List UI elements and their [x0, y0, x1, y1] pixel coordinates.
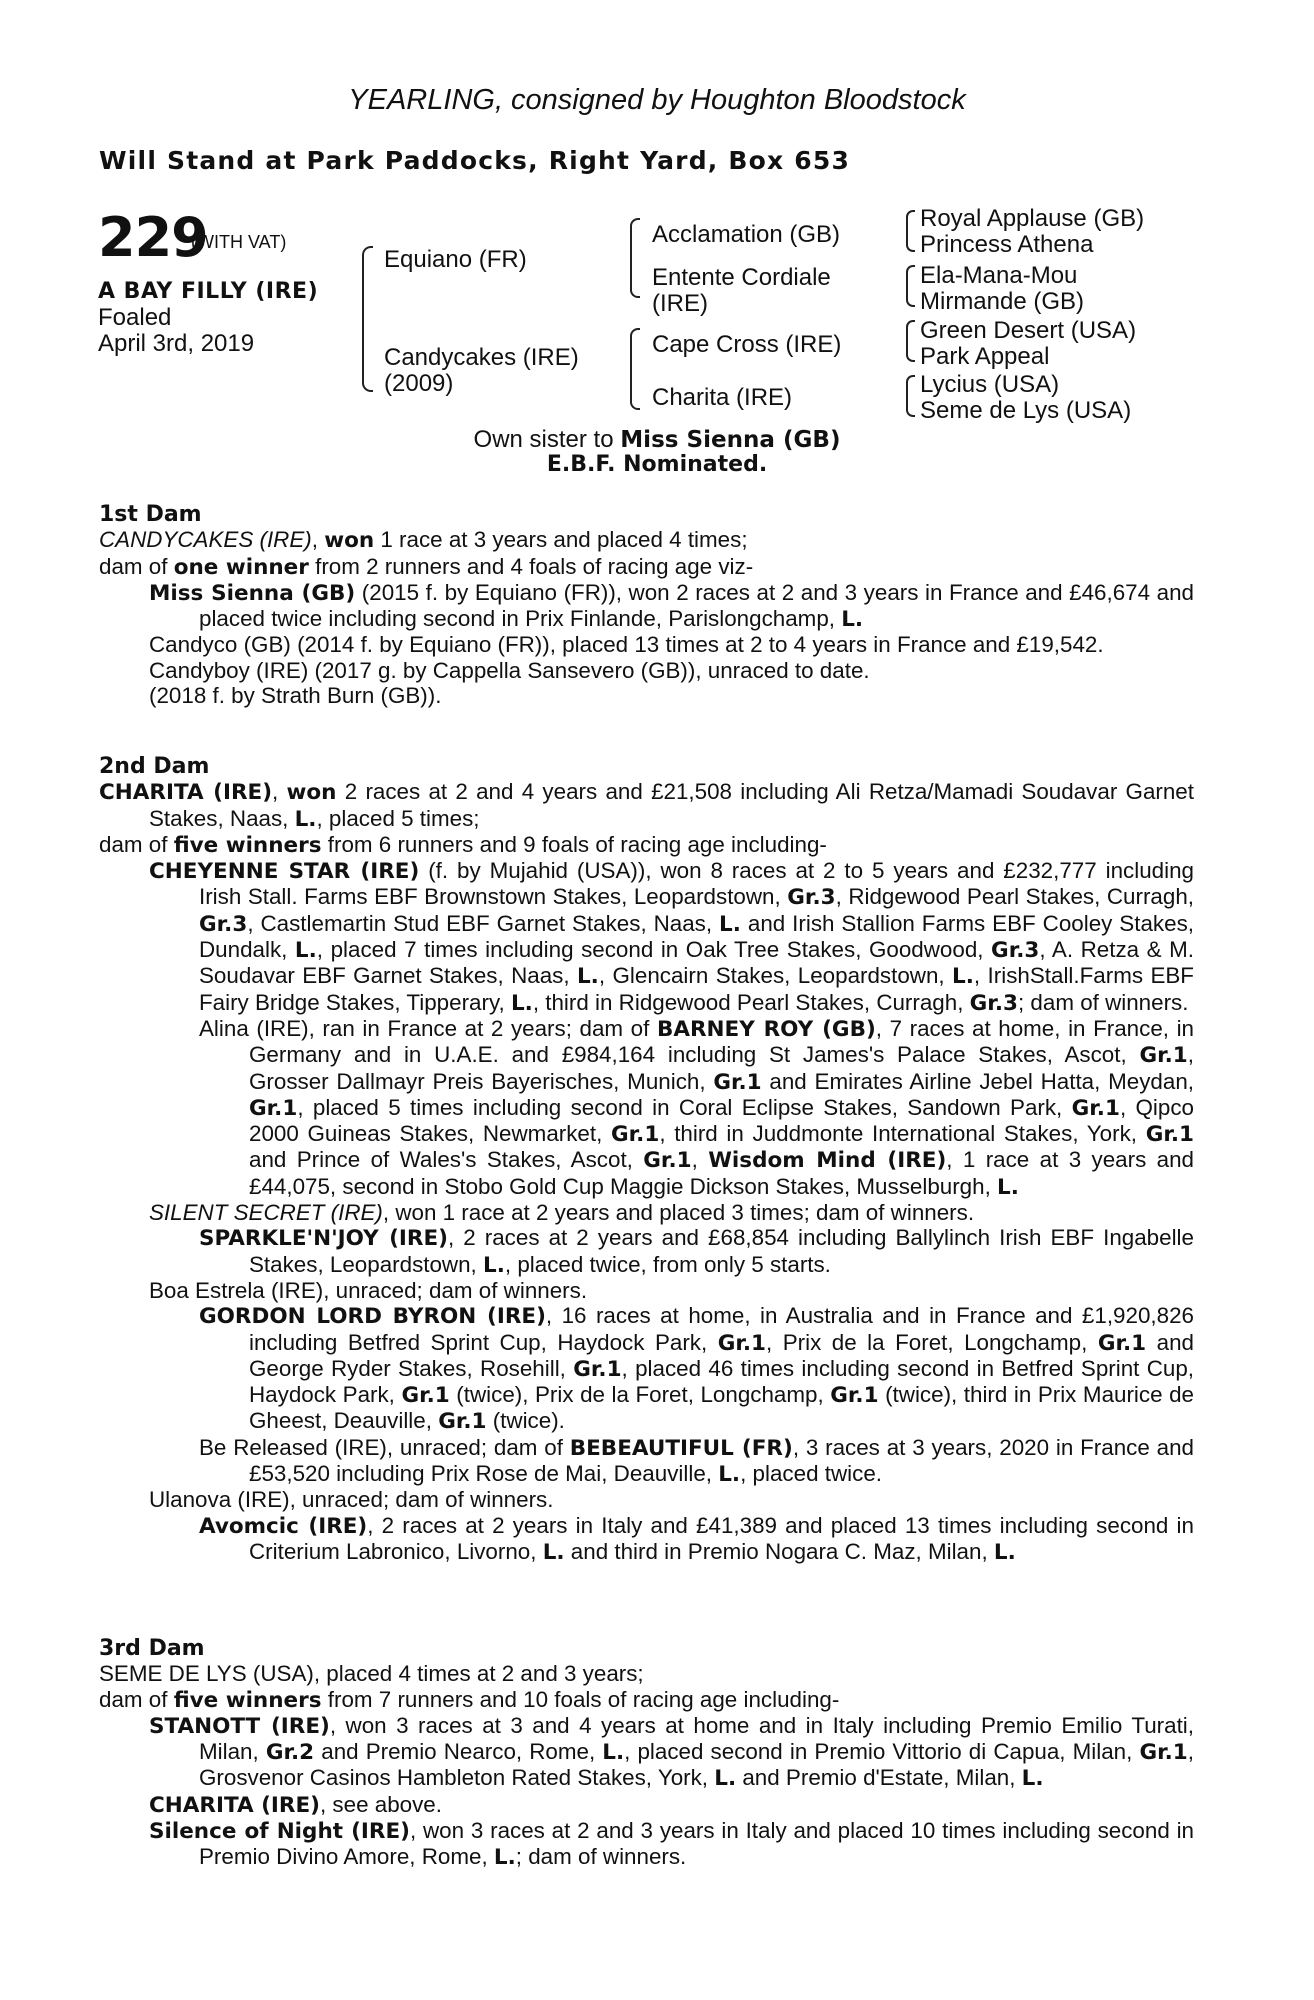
foaled-date: April 3rd, 2019: [98, 330, 255, 357]
second-dam-section: [99, 754, 1194, 1565]
produce-entry: GORDON LORD BYRON (IRE), 16 races at home, in Australia and in France and £1,920,826 including Betfred Sprint Cup, Haydock Park, Gr.1, Prix de la Foret, Longchamp, Gr.1 and George Ryder Stakes, Rosehill, Gr.1, placed 46 times including second in Betfred Sprint Cup, Haydock Park, Gr.1 (twice), Prix de la Foret, Longchamp, Gr.1 (twice), third in Prix Maurice de Gheest, Deauville, Gr.1 (twice).: [199, 1303, 1194, 1435]
pedigree-sire-dam-line2: (IRE): [652, 290, 708, 317]
pedigree-brace: [906, 265, 915, 307]
pedigree-dam-line2: (2009): [384, 370, 454, 397]
pedigree-brace: [906, 375, 915, 417]
lot-number: 229: [98, 206, 208, 269]
pedigree-sire-dam-line1: Entente Cordiale: [652, 264, 831, 291]
pedigree-brace: [362, 246, 373, 392]
stand-location: Will Stand at Park Paddocks, Right Yard, Box 653: [99, 146, 851, 175]
produce-entry: Candyco (GB) (2014 f. by Equiano (FR)), placed 13 times at 2 to 4 years in France and £19,542.: [149, 632, 1104, 658]
pedigree-dds: Lycius (USA): [920, 371, 1060, 398]
first-dam-intro: CANDYCAKES (IRE), won 1 race at 3 years and placed 4 times;: [99, 527, 748, 554]
third-dam-heading: 3rd Dam: [99, 1636, 205, 1661]
produce-entry: Ulanova (IRE), unraced; dam of winners.: [149, 1487, 554, 1513]
pedigree-dam-sire: Cape Cross (IRE): [652, 331, 842, 358]
produce-entry: Silence of Night (IRE), won 3 races at 2 and 3 years in Italy and placed 10 times including second in Premio Divino Amore, Rome, L.; dam of winners.: [149, 1818, 1194, 1871]
pedigree-dam-dam: Charita (IRE): [652, 384, 793, 411]
pedigree-dam-line1: Candycakes (IRE): [384, 344, 579, 371]
ebf-nominated: E.B.F. Nominated.: [546, 452, 768, 477]
pedigree-sss: Royal Applause (GB): [920, 205, 1145, 232]
horse-description: A BAY FILLY (IRE): [98, 279, 319, 304]
consignment-line: YEARLING, consigned by Houghton Bloodstock: [348, 84, 966, 116]
second-dam-intro: CHARITA (IRE), won 2 races at 2 and 4 years and £21,508 including Ali Retza/Mamadi Soudavar Garnet Stakes, Naas, L., placed 5 times;: [99, 779, 1194, 832]
pedigree-dss: Green Desert (USA): [920, 317, 1137, 344]
produce-entry: STANOTT (IRE), won 3 races at 3 and 4 years at home and in Italy including Premio Emilio Turati, Milan, Gr.2 and Premio Nearco, Rome, L., placed second in Premio Vittorio di Capua, Milan, Gr.1, Grosvenor Casinos Hambleton Rated Stakes, York, L. and Premio d'Estate, Milan, L.: [149, 1712, 1194, 1792]
produce-entry: Miss Sienna (GB) (2015 f. by Equiano (FR)), won 2 races at 2 and 3 years in France and £46,674 and placed twice including second in Prix Finlande, Parislongchamp, L.: [149, 579, 1194, 633]
produce-entry: Be Released (IRE), unraced; dam of BEBEAUTIFUL (FR), 3 races at 3 years, 2020 in France and £53,520 including Prix Rose de Mai, Deauville, L., placed twice.: [199, 1434, 1194, 1488]
pedigree-dsd: Park Appeal: [920, 343, 1050, 370]
foaled-label: Foaled: [98, 304, 172, 331]
own-sister-note: Own sister to Miss Sienna (GB): [473, 426, 841, 453]
produce-entry: CHEYENNE STAR (IRE) (f. by Mujahid (USA)), won 8 races at 2 to 5 years and £232,777 including Irish Stall. Farms EBF Brownstown Stakes, Leopardstown, Gr.3, Ridgewood Pearl Stakes, Curragh, Gr.3, Castlemartin Stud EBF Garnet Stakes, Naas, L. and Irish Stallion Farms EBF Cooley Stakes, Dundalk, L., placed 7 times including second in Oak Tree Stakes, Goodwood, Gr.3, A. Retza & M. Soudavar EBF Garnet Stakes, Naas, L., Glencairn Stakes, Leopardstown, L., IrishStall.Farms EBF Fairy Bridge Stakes, Tipperary, L., third in Ridgewood Pearl Stakes, Curragh, Gr.3; dam of winners.: [149, 858, 1194, 1016]
produce-entry: Candyboy (IRE) (2017 g. by Cappella Sansevero (GB)), unraced to date.: [149, 657, 870, 683]
produce-entry: Boa Estrela (IRE), unraced; dam of winners.: [149, 1277, 588, 1303]
pedigree-brace: [630, 218, 640, 298]
second-dam-produce-summary: dam of five winners from 6 runners and 9 foals of racing age including-: [99, 831, 827, 858]
produce-entry: Avomcic (IRE), 2 races at 2 years in Italy and £41,389 and placed 13 times including second in Criterium Labronico, Livorno, L. and third in Premio Nogara C. Maz, Milan, L.: [199, 1512, 1194, 1565]
pedigree-brace: [630, 328, 640, 410]
second-dam-heading: 2nd Dam: [99, 754, 210, 779]
pedigree-sire: Equiano (FR): [384, 246, 527, 273]
pedigree-ssd: Princess Athena: [920, 231, 1094, 258]
pedigree-brace: [906, 320, 915, 362]
first-dam-produce-summary: dam of one winner from 2 runners and 4 foals of racing age viz-: [99, 553, 754, 580]
third-dam-section: [99, 1636, 1194, 1871]
first-dam-section: [99, 502, 1194, 708]
produce-entry: SILENT SECRET (IRE), won 1 race at 2 years and placed 3 times; dam of winners.: [149, 1200, 975, 1226]
pedigree-sdd: Mirmande (GB): [920, 288, 1085, 315]
third-dam-intro: SEME DE LYS (USA), placed 4 times at 2 and 3 years;: [99, 1661, 644, 1687]
produce-entry: Alina (IRE), ran in France at 2 years; dam of BARNEY ROY (GB), 7 races at home, in France, in Germany and in U.A.E. and £984,164 including St James's Palace Stakes, Ascot, Gr.1, Grosser Dallmayr Preis Bayerisches, Munich, Gr.1 and Emirates Airline Jebel Hatta, Meydan, Gr.1, placed 5 times including second in Coral Eclipse Stakes, Sandown Park, Gr.1, Qipco 2000 Guineas Stakes, Newmarket, Gr.1, third in Juddmonte International Stakes, York, Gr.1 and Prince of Wales's Stakes, Ascot, Gr.1, Wisdom Mind (IRE), 1 race at 3 years and £44,075, second in Stobo Gold Cup Maggie Dickson Stakes, Musselburgh, L.: [199, 1015, 1195, 1200]
produce-entry: (2018 f. by Strath Burn (GB)).: [149, 683, 442, 709]
vat-note: (WITH VAT): [191, 232, 287, 252]
pedigree-sds: Ela-Mana-Mou: [920, 262, 1078, 289]
pedigree-ddd: Seme de Lys (USA): [920, 397, 1132, 424]
produce-entry: CHARITA (IRE), see above.: [149, 1791, 442, 1818]
first-dam-heading: 1st Dam: [99, 502, 202, 527]
pedigree-brace: [906, 210, 915, 252]
third-dam-produce-summary: dam of five winners from 7 runners and 10 foals of racing age including-: [99, 1686, 840, 1713]
produce-entry: SPARKLE'N'JOY (IRE), 2 races at 2 years and £68,854 including Ballylinch Irish EBF Ingabelle Stakes, Leopardstown, L., placed twice, from only 5 starts.: [199, 1225, 1194, 1278]
pedigree-sire-sire: Acclamation (GB): [652, 221, 841, 248]
